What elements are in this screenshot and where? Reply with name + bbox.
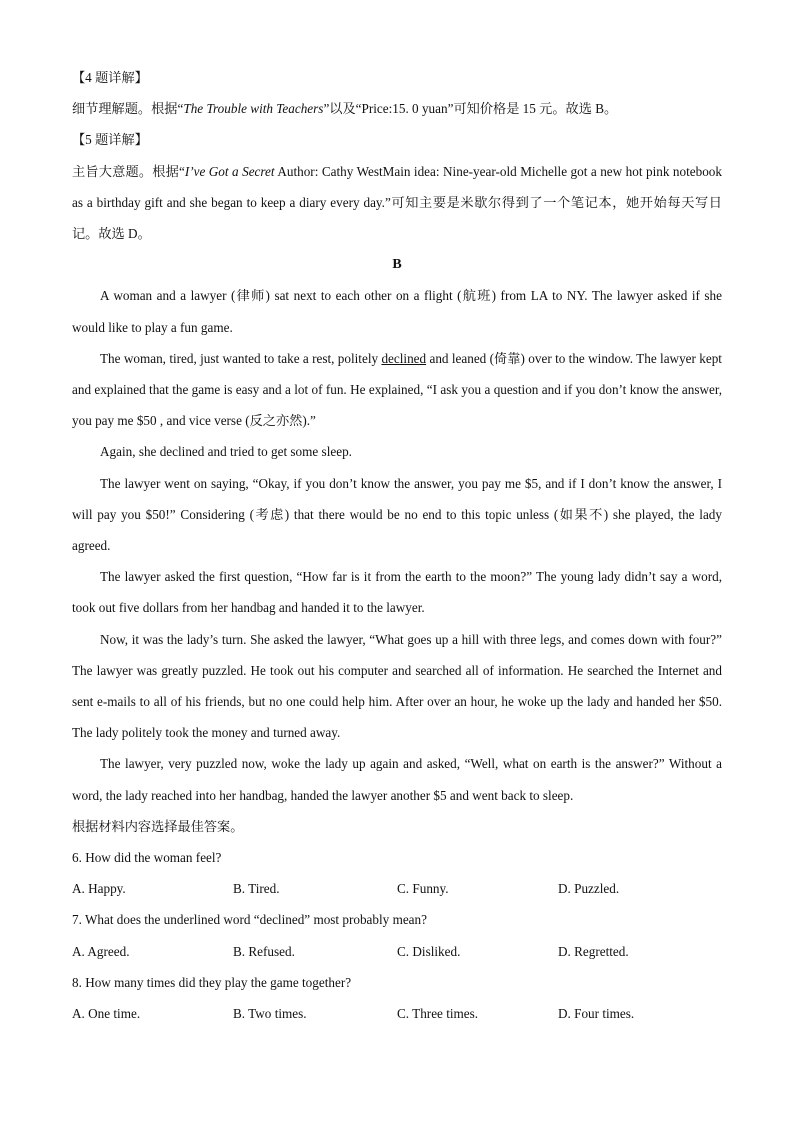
question-stem: 7. What does the underlined word “declined” most probably mean?	[72, 912, 427, 928]
option-row	[72, 936, 722, 967]
instruction: 根据材料内容选择最佳答案。	[72, 818, 244, 834]
option-d: D. Four times.	[558, 1006, 635, 1022]
document-page	[72, 62, 722, 1029]
book-title: I’ve Got a Secret	[184, 163, 275, 179]
paragraph-3: Again, she declined and tried to get some sleep.	[100, 444, 352, 460]
option-c: C. Funny.	[397, 881, 449, 897]
q4-explanation: 细节理解题。根据“The Trouble with Teachers”以及“Price:15. 0 yuan”可知价格是 15 元。故选 B。	[72, 101, 618, 117]
paragraph-5: The lawyer asked the first question, “How far is it from the earth to the moon?” The young lady didn’t say a word, took out five dollars from her handbag and handed it to the lawyer.	[72, 569, 722, 616]
paragraph-6: Now, it was the lady’s turn. She asked the lawyer, “What goes up a hill with three legs, and comes down with four?” The lawyer was greatly puzzled. He took out his computer and searched all of information. He searched the Internet and sent e-mails to all of his friends, but no one could help him. After over an hour, he woke up the lady and handed her $50. The lady politely took the money and turned away.	[72, 631, 722, 741]
option-a: A. Agreed.	[72, 943, 130, 959]
option-c: C. Three times.	[397, 1006, 479, 1022]
option-b: B. Tired.	[233, 881, 280, 897]
passage-title: B	[392, 257, 402, 273]
option-c: C. Disliked.	[397, 943, 461, 959]
option-d: D. Puzzled.	[558, 881, 620, 897]
question-stem: 6. How did the woman feel?	[72, 850, 222, 866]
option-a: A. One time.	[72, 1006, 141, 1022]
q5-heading: 【5 题详解】	[72, 132, 148, 148]
q4-heading: 【4 题详解】	[72, 70, 148, 85]
option-b: B. Refused.	[233, 943, 295, 959]
option-row	[72, 998, 722, 1029]
option-row	[72, 873, 722, 904]
q5-explanation: 主旨大意题。根据“I’ve Got a Secret Author: Cathy WestMain idea: Nine-year-old Michelle got a new hot pink notebook as a birthday gift and she began to keep a diary every day.”可知主要是米歇尔得到了一个笔记本，她开始每天写日记。故选 D。	[72, 163, 722, 242]
option-d: D. Regretted.	[558, 943, 629, 959]
option-b: B. Two times.	[233, 1006, 307, 1022]
paragraph-7: The lawyer, very puzzled now, woke the lady up again and asked, “Well, what on earth is the answer?” Without a word, the lady reached into her handbag, handed the lawyer another $5 and went back to sleep.	[72, 756, 722, 803]
underlined-word: declined	[381, 350, 427, 366]
option-a: A. Happy.	[72, 881, 126, 897]
book-title: The Trouble with Teachers	[183, 101, 324, 117]
question-stem: 8. How many times did they play the game together?	[72, 974, 352, 990]
paragraph-1: A woman and a lawyer (律师) sat next to each other on a flight (航班) from LA to NY. The lawyer asked if she would like to play a fun game.	[72, 288, 722, 335]
paragraph-4: The lawyer went on saying, “Okay, if you don’t know the answer, you pay me $5, and if I don’t know the answer, I will pay you $50!” Considering (考虑) that there would be no end to this topic unless (如果不) she played, the lady agreed.	[72, 475, 722, 554]
paragraph-2: The woman, tired, just wanted to take a rest, politely declined and leaned (倚靠) over to the window. The lawyer kept and explained that the game is easy and a lot of fun. He explained, “I ask you a question and if you don’t know the answer, you pay me $50 , and vice verse (反之亦然).”	[72, 350, 722, 429]
